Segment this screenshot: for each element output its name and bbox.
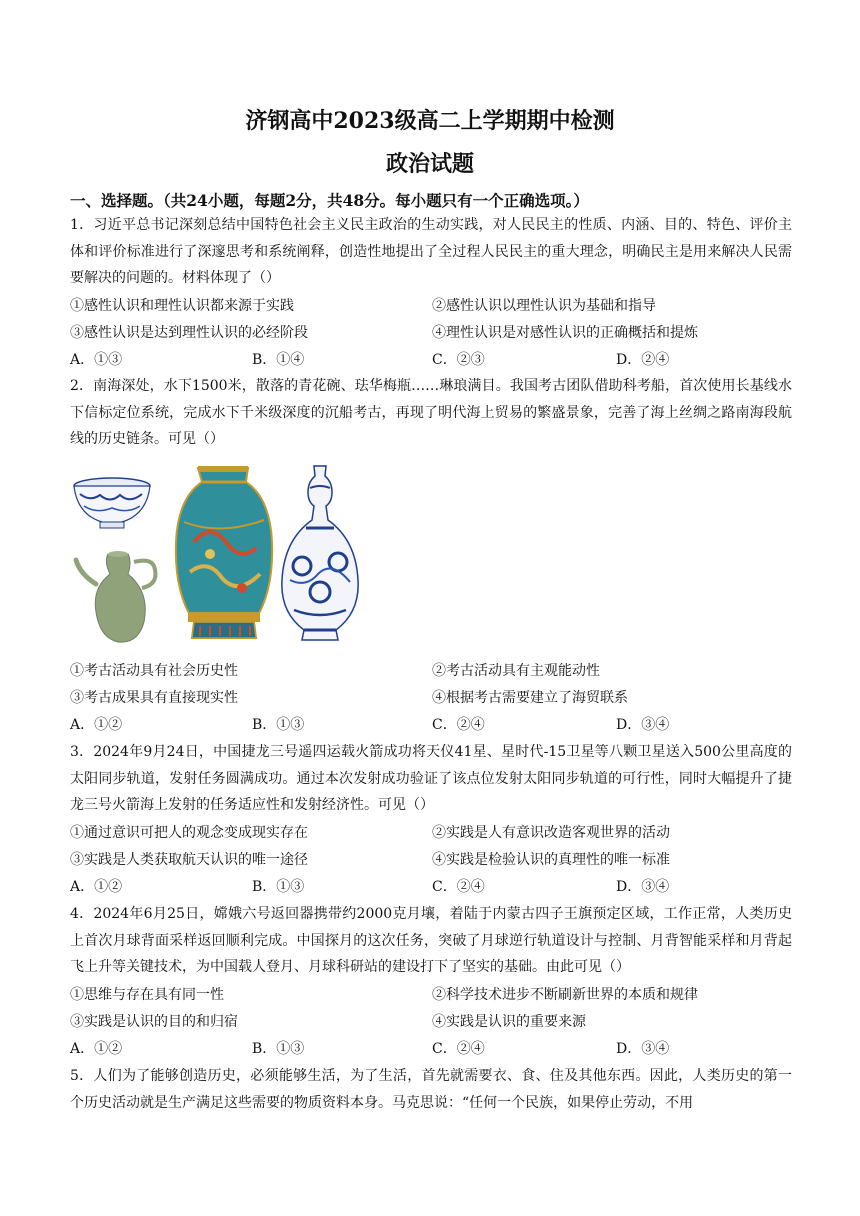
statement: ④实践是检验认识的真理性的唯一标准 (432, 852, 670, 868)
question-4-stem: 4．2024年6月25日，嫦娥六号返回器携带约2000克月壤，着陆于内蒙古四子王旗预定区域，工作正常，人类历史上首次月球背面采样返回顺利完成。中国探月的这次任务，突破了月球逆行轨道设计与控制、月背智能采样和月背起飞上升等关键技术，为中国载人登月、月球科研站的建设打下了坚实的基础。由此可见（） (70, 906, 792, 976)
choice-d: D．③④ (616, 879, 670, 895)
question-4-choices (70, 1036, 800, 1062)
blue-white-vase-icon (282, 466, 358, 640)
choice-d: D．②④ (616, 352, 670, 368)
question-4-statements-row-1 (70, 982, 800, 1008)
question-5-stem: 5．人们为了能够创造历史，必须能够生活，为了生活，首先就需要衣、食、住及其他东西。因此，人类历史的第一个历史活动就是生产满足这些需要的物质资料本身。马克思说：“任何一个民族，如果停止劳动，不用 (70, 1068, 792, 1111)
choice-b: B．①③ (252, 879, 305, 895)
porcelain-photo (70, 462, 370, 650)
exam-subtitle: 政治试题 (385, 151, 474, 177)
choice-d: D．③④ (616, 717, 670, 733)
statement: ④理性认识是对感性认识的正确概括和提炼 (432, 325, 698, 341)
celadon-ewer-icon (76, 551, 156, 642)
blue-white-bowl-icon (74, 478, 150, 528)
question-3-stem: 3．2024年9月24日，中国捷龙三号遥四运载火箭成功将天仪41星、星时代-15卫星等八颗卫星送入500公里高度的太阳同步轨道，发射任务圆满成功。通过本次发射成功验证了该点位发射太阳同步轨道的可行性，同时大幅提升了捷龙三号火箭海上发射的任务适应性和发射经济性。可见（） (70, 744, 792, 814)
choice-b: B．①③ (252, 1041, 305, 1057)
statement: ①感性认识和理性认识都来源于实践 (70, 298, 294, 314)
choice-a: A．①③ (70, 352, 123, 368)
statement: ②考古活动具有主观能动性 (432, 663, 600, 679)
question-1-statements-row-2 (70, 320, 800, 346)
question-4-statements-row-2 (70, 1009, 800, 1035)
exam-title: 济钢高中2023级高二上学期期中检测 (245, 108, 615, 134)
statement: ①通过意识可把人的观念变成现实存在 (70, 825, 308, 841)
cloisonne-vase-icon (176, 466, 272, 638)
question-1-stem: 1．习近平总书记深刻总结中国特色社会主义民主政治的生动实践，对人民民主的性质、内涵、目的、特色、评价主体和评价标准进行了深邃思考和系统阐释，创造性地提出了全过程人民民主的重大理念，明确民主是用来解决人民需要解决的问题的。材料体现了（） (70, 217, 792, 287)
statement: ②实践是人有意识改造客观世界的活动 (432, 825, 670, 841)
choice-a: A．①② (70, 879, 123, 895)
question-2-statements-row-2 (70, 685, 800, 711)
statement: ①思维与存在具有同一性 (70, 987, 224, 1003)
choice-d: D．③④ (616, 1041, 670, 1057)
section-heading: 一、选择题。（共24小题，每题2分，共48分。每小题只有一个正确选项。） (70, 191, 589, 210)
statement: ④根据考古需要建立了海贸联系 (432, 690, 628, 706)
choice-c: C．②④ (432, 717, 485, 733)
question-3-statements-row-1 (70, 820, 800, 846)
statement: ③感性认识是达到理性认识的必经阶段 (70, 325, 308, 341)
choice-a: A．①② (70, 1041, 123, 1057)
statement: ②感性认识以理性认识为基础和指导 (432, 298, 656, 314)
choice-b: B．①④ (252, 352, 305, 368)
statement: ②科学技术进步不断刷新世界的本质和规律 (432, 987, 698, 1003)
statement: ①考古活动具有社会历史性 (70, 663, 238, 679)
question-3-statements-row-2 (70, 847, 800, 873)
choice-c: C．②③ (432, 352, 485, 368)
question-1-statements-row-1 (70, 293, 800, 319)
statement: ③实践是人类获取航天认识的唯一途径 (70, 852, 308, 868)
question-2-statements-row-1 (70, 658, 800, 684)
statement: ④实践是认识的重要来源 (432, 1014, 586, 1030)
question-2-choices (70, 712, 800, 738)
choice-c: C．②④ (432, 879, 485, 895)
question-3-choices (70, 874, 800, 900)
statement: ③考古成果具有直接现实性 (70, 690, 238, 706)
statement: ③实践是认识的目的和归宿 (70, 1014, 238, 1030)
question-2-stem: 2．南海深处，水下1500米，散落的青花碗、珐华梅瓶……琳琅满目。我国考古团队借助科考船，首次使用长基线水下信标定位系统，完成水下千米级深度的沉船考古，再现了明代海上贸易的繁盛景象，完善了海上丝绸之路南海段航线的历史链条。可见（） (70, 378, 792, 448)
choice-a: A．①② (70, 717, 123, 733)
question-1-choices (70, 347, 800, 373)
choice-b: B．①③ (252, 717, 305, 733)
choice-c: C．②④ (432, 1041, 485, 1057)
